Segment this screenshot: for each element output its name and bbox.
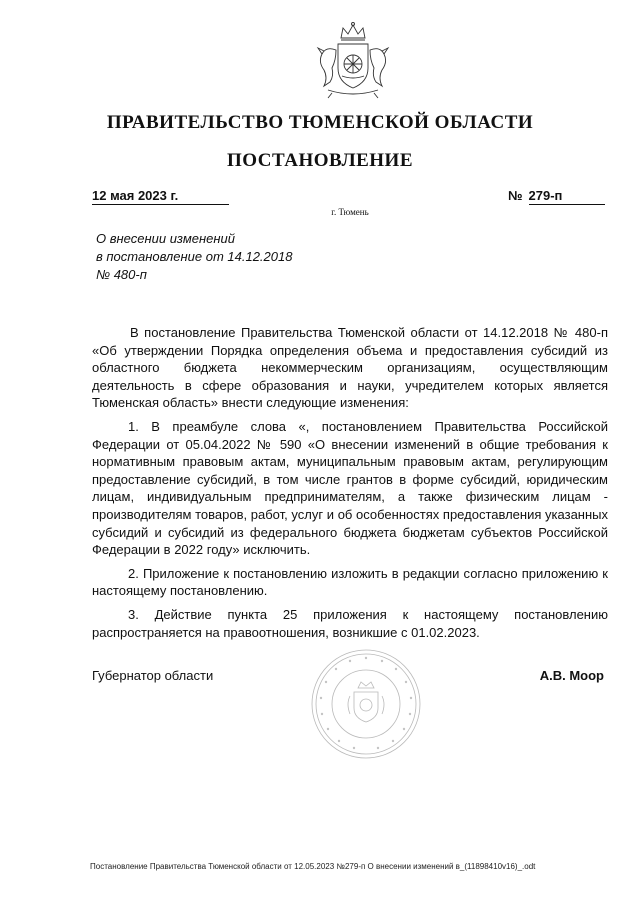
number-value: 279-п xyxy=(529,188,605,205)
document-footer: Постановление Правительства Тюменской области от 12.05.2023 №279-п О внесении изменений в_(11898410v16)_.odt xyxy=(90,862,536,871)
subject-line: О внесении изменений xyxy=(96,231,235,246)
document-number xyxy=(508,188,605,205)
city: г. Тюмень xyxy=(331,207,369,217)
number-sign: № xyxy=(508,188,523,203)
document-body xyxy=(92,324,608,647)
coat-of-arms-icon xyxy=(298,20,408,102)
body-item-1: 1. В преамбуле слова «, постановлением Правительства Российской Федерации от 05.04.2022 № 590 «О внесении изменений в общие требования к нормативным правовым актам, муниципальным правовым актам, регулирующим предоставление субсидий, в том числе грантов в форме субсидий, юридическим лицам, индивидуальным предпринимателям, а также физическим лицам - производителям товаров, работ, услуг и об особенностях предоставления указанных субсидий и субсидий из федерального бюджета бюджетам субъектов Российской Федерации в 2022 году» исключить. xyxy=(92,418,608,558)
body-intro-paragraph: В постановление Правительства Тюменской области от 14.12.2018 № 480-п «Об утверждении Порядка определения объема и предоставления субсидий из областного бюджета некоммерческим организациям, осуществляющим деятельность в сфере образования и науки, учредителем которых является Тюменская область» внести следующие изменения: xyxy=(92,325,608,411)
official-seal-icon xyxy=(310,648,422,760)
government-title: ПРАВИТЕЛЬСТВО ТЮМЕНСКОЙ ОБЛАСТИ xyxy=(106,112,534,133)
body-item-2: 2. Приложение к постановлению изложить в редакции согласно приложению к настоящему постановлению. xyxy=(92,565,608,599)
body-item-3: 3. Действие пункта 25 приложения к настоящему постановлению распространяется на правоотношения, возникшие с 01.02.2023. xyxy=(92,606,608,640)
signer-position: Губернатор области xyxy=(92,668,214,683)
document-date: 12 мая 2023 г. xyxy=(92,188,229,205)
document-type: ПОСТАНОВЛЕНИЕ xyxy=(226,150,414,171)
signer-name: А.В. Моор xyxy=(539,668,604,683)
subject-line: № 480-п xyxy=(96,267,147,282)
subject-line: в постановление от 14.12.2018 xyxy=(96,249,293,264)
document-subject xyxy=(96,230,356,284)
